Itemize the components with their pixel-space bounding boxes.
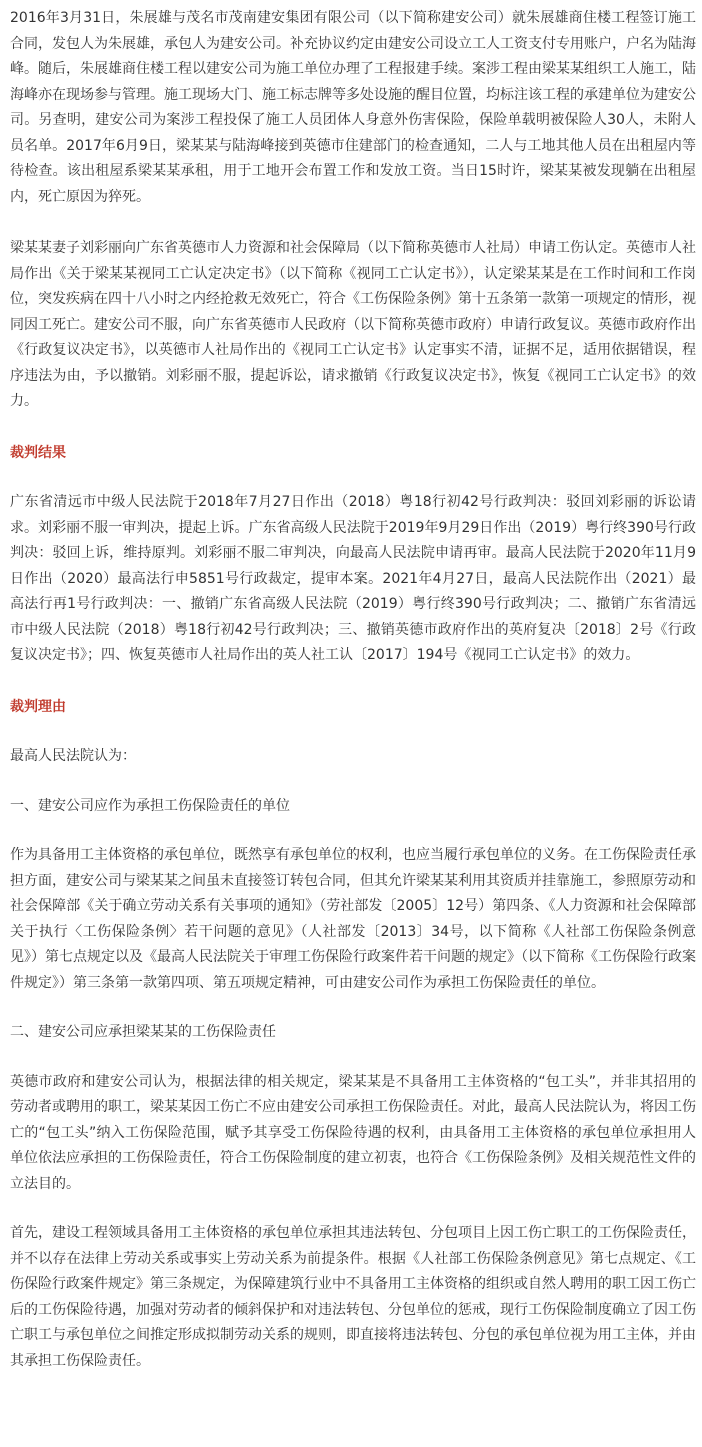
section-heading-judgment-reason: 裁判理由 — [10, 698, 66, 715]
subheading-point-two: 二、建安公司应承担梁某某的工伤保险责任 — [10, 1024, 276, 1040]
subheading-point-one: 一、建安公司应作为承担工伤保险责任的单位 — [10, 797, 290, 814]
paragraph-procedure: 梁某某妻子刘彩丽向广东省英德市人力资源和社会保障局（以下简称英德市人社局）申请工伤认定。英德市人社局作出《关于梁某某视同工亡认定决定书》（以下简称《视同工亡认定书》），认定梁某某是在工作时间和工作岗位，突发疾病在四十八小时之内经抢救无效死亡，符合《工伤保险条例》第十五条第一款第一项规定的情形，视同因工死亡。建安公司不服，向广东省英德市人民政府（以下简称英德市政府）申请行政复议。英德市政府作出《行政复议决定书》，以英德市人社局作出的《视同工亡认定书》认定事实不清，证据不足，适用依据错误，程序违法为由，予以撤销。刘彩丽不服，提起诉讼，请求撤销《行政复议决定书》，恢复《视同工亡认定书》的效力。 — [10, 240, 696, 409]
paragraph-firstly: 首先，建设工程领域具备用工主体资格的承包单位承担其违法转包、分包项目上因工伤亡职工的工伤保险责任，并不以存在法律上劳动关系或事实上劳动关系为前提条件。根据《人社部工伤保险条例意见》第七点规定、《工伤保险行政案件规定》第三条规定，为保障建筑行业中不具备用工主体资格的组织或自然人聘用的职工因工伤亡后的工伤保险待遇，加强对劳动者的倾斜保护和对违法转包、分包单位的惩戒，现行工伤保险制度确立了因工伤亡职工与承包单位之间推定形成拟制劳动关系的规则，即直接将违法转包、分包的承包单位视为用工主体，并由其承担工伤保险责任。 — [10, 1225, 696, 1369]
paragraph-judgment-result: 广东省清远市中级人民法院于2018年7月27日作出（2018）粤18行初42号行政判决：驳回刘彩丽的诉讼请求。刘彩丽不服一审判决，提起上诉。广东省高级人民法院于2019年9月29日作出（2019）粤行终390号行政判决：驳回上诉，维持原判。刘彩丽不服二审判决，向最高人民法院申请再审。最高人民法院于2020年11月9日作出（2020）最高法行申5851号行政裁定，提审本案。2021年4月27日，最高人民法院作出（2021）最高法行再1号行政判决：一、撤销广东省高级人民法院（2019）粤行终390号行政判决；二、撤销广东省清远市中级人民法院（2018）粤18行初42号行政判决；三、撤销英德市政府作出的英府复决〔2018〕2号《行政复议决定书》；四、恢复英德市人社局作出的英人社工认〔2017〕194号《视同工亡认定书》的效力。 — [10, 494, 696, 663]
paragraph-case-facts: 2016年3月31日，朱展雄与茂名市茂南建安集团有限公司（以下简称建安公司）就朱展雄商住楼工程签订施工合同，发包人为朱展雄，承包人为建安公司。补充协议约定由建安公司设立工人工资支付专用账户，户名为陆海峰。随后，朱展雄商住楼工程以建安公司为施工单位办理了工程报建手续。案涉工程由梁某某组织工人施工，陆海峰亦在现场参与管理。施工现场大门、施工标志牌等多处设施的醒目位置，均标注该工程的承建单位为建安公司。另查明，建安公司为案涉工程投保了施工人员团体人身意外伤害保险，保险单载明被保险人30人，未附人员名单。2017年6月9日，梁某某与陆海峰接到英德市住建部门的检查通知，二人与工地其他人员在出租屋内等待检查。该出租屋系梁某某承租，用于工地开会布置工作和发放工资。当日15时许，梁某某被发现躺在出租屋内，死亡原因为猝死。 — [10, 10, 696, 205]
paragraph-point-two: 英德市政府和建安公司认为，根据法律的相关规定，梁某某是不具备用工主体资格的“包工头”，并非其招用的劳动者或聘用的职工，梁某某因工伤亡不应由建安公司承担工伤保险责任。对此，最高人民法院认为，将因工伤亡的“包工头”纳入工伤保险范围，赋予其享受工伤保险待遇的权利，由具备用工主体资格的承包单位承担用人单位依法应承担的工伤保险责任，符合工伤保险制度的建立初衷，也符合《工伤保险条例》及相关规范性文件的立法目的。 — [10, 1073, 696, 1192]
paragraph-court-opinion-intro: 最高人民法院认为： — [10, 748, 136, 764]
section-heading-judgment-result: 裁判结果 — [10, 444, 66, 461]
paragraph-point-one: 作为具备用工主体资格的承包单位，既然享有承包单位的权利，也应当履行承包单位的义务。在工伤保险责任承担方面，建安公司与梁某某之间虽未直接签订转包合同，但其允许梁某某利用其资质并挂靠施工，参照原劳动和社会保障部《关于确立劳动关系有关事项的通知》（劳社部发〔2005〕12号）第四条、《人力资源和社会保障部关于执行〈工伤保险条例〉若干问题的意见》（人社部发〔2013〕34号，以下简称《人社部工伤保险条例意见》）第七点规定以及《最高人民法院关于审理工伤保险行政案件若干问题的规定》（以下简称《工伤保险行政案件规定》）第三条第一款第四项、第五项规定精神，可由建安公司作为承担工伤保险责任的单位。 — [10, 847, 696, 991]
